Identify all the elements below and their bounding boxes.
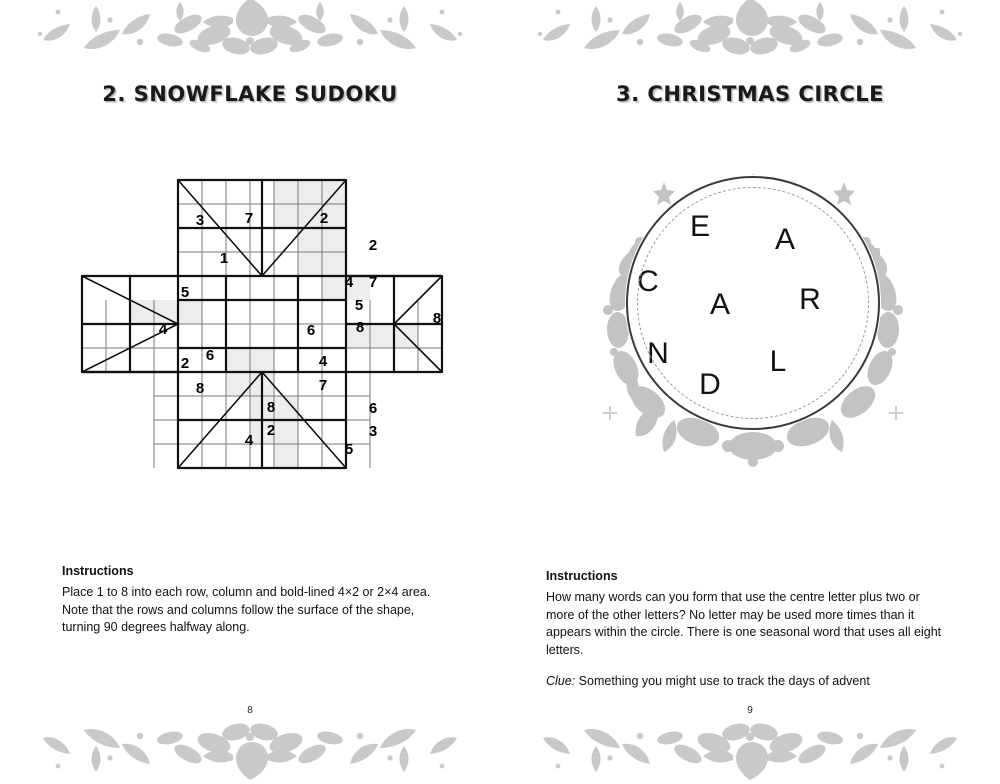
ornament-bottom-right (500, 714, 1000, 784)
clue-text: Something you might use to track the days of advent (575, 673, 870, 688)
given-cell: 8 (195, 379, 205, 397)
given-cell: 3 (368, 422, 378, 440)
ornament-top-right (500, 0, 1000, 64)
clue-label: Clue: (546, 673, 576, 688)
right-instructions (546, 568, 942, 691)
letter-circle (626, 176, 880, 430)
ornament-bottom-left (0, 714, 500, 784)
given-cell: 5 (344, 440, 354, 458)
given-cell: 1 (219, 249, 229, 267)
given-cell: 8 (266, 398, 276, 416)
right-page (500, 0, 1000, 776)
given-cell: 5 (354, 296, 364, 314)
given-cell: 3 (195, 211, 205, 229)
given-cell: 5 (180, 283, 190, 301)
christmas-circle-puzzle (578, 170, 928, 480)
right-title-text: 3. CHRISTMAS CIRCLE (616, 82, 884, 106)
given-cell: 4 (318, 352, 328, 370)
left-instructions (62, 563, 452, 637)
right-page-number: 9 (747, 705, 753, 716)
given-cell: 2 (368, 236, 378, 254)
circle-letter: E (689, 210, 711, 243)
given-cell: 7 (368, 273, 378, 291)
given-cell: 4 (344, 273, 354, 291)
left-title-text: 2. SNOWFLAKE SUDOKU (102, 82, 398, 106)
given-cell: 7 (244, 209, 254, 227)
ornament-top-left (0, 0, 500, 64)
given-cell: 4 (158, 320, 168, 338)
given-cell: 8 (355, 318, 365, 336)
circle-letter: A (774, 223, 796, 256)
circle-letter: N (647, 337, 669, 370)
instructions-text: How many words can you form that use the centre letter plus two or more of the other letters? No letter may be used more times than it appears within the circle. There is one seasonal word that uses all eight letters. (546, 589, 942, 657)
right-page-title (500, 82, 1000, 106)
given-cell: 4 (244, 431, 254, 449)
left-page (0, 0, 500, 776)
left-page-title (0, 82, 500, 106)
instructions-text: Place 1 to 8 into each row, column and bold-lined 4×2 or 2×4 area. Note that the rows and columns follow the surface of the shape, turning 90 degrees halfway along. (62, 584, 431, 635)
snowflake-sudoku-puzzle (30, 150, 470, 510)
left-page-number: 8 (247, 705, 253, 716)
given-cell: 7 (318, 376, 328, 394)
given-cell: 2 (319, 209, 329, 227)
circle-letter: L (769, 345, 787, 378)
given-cell: 2 (266, 421, 276, 439)
circle-letter: D (699, 368, 721, 401)
given-cell: 6 (205, 346, 215, 364)
given-cell: 6 (368, 399, 378, 417)
circle-letter: R (799, 283, 821, 316)
given-cell: 8 (432, 309, 442, 327)
circle-letter-centre: A (709, 288, 731, 321)
clue-line (546, 673, 942, 691)
instructions-heading: Instructions (546, 569, 618, 583)
given-cell: 2 (180, 354, 190, 372)
instructions-heading: Instructions (62, 564, 134, 578)
circle-letter: C (637, 265, 659, 298)
given-cell: 6 (306, 321, 316, 339)
